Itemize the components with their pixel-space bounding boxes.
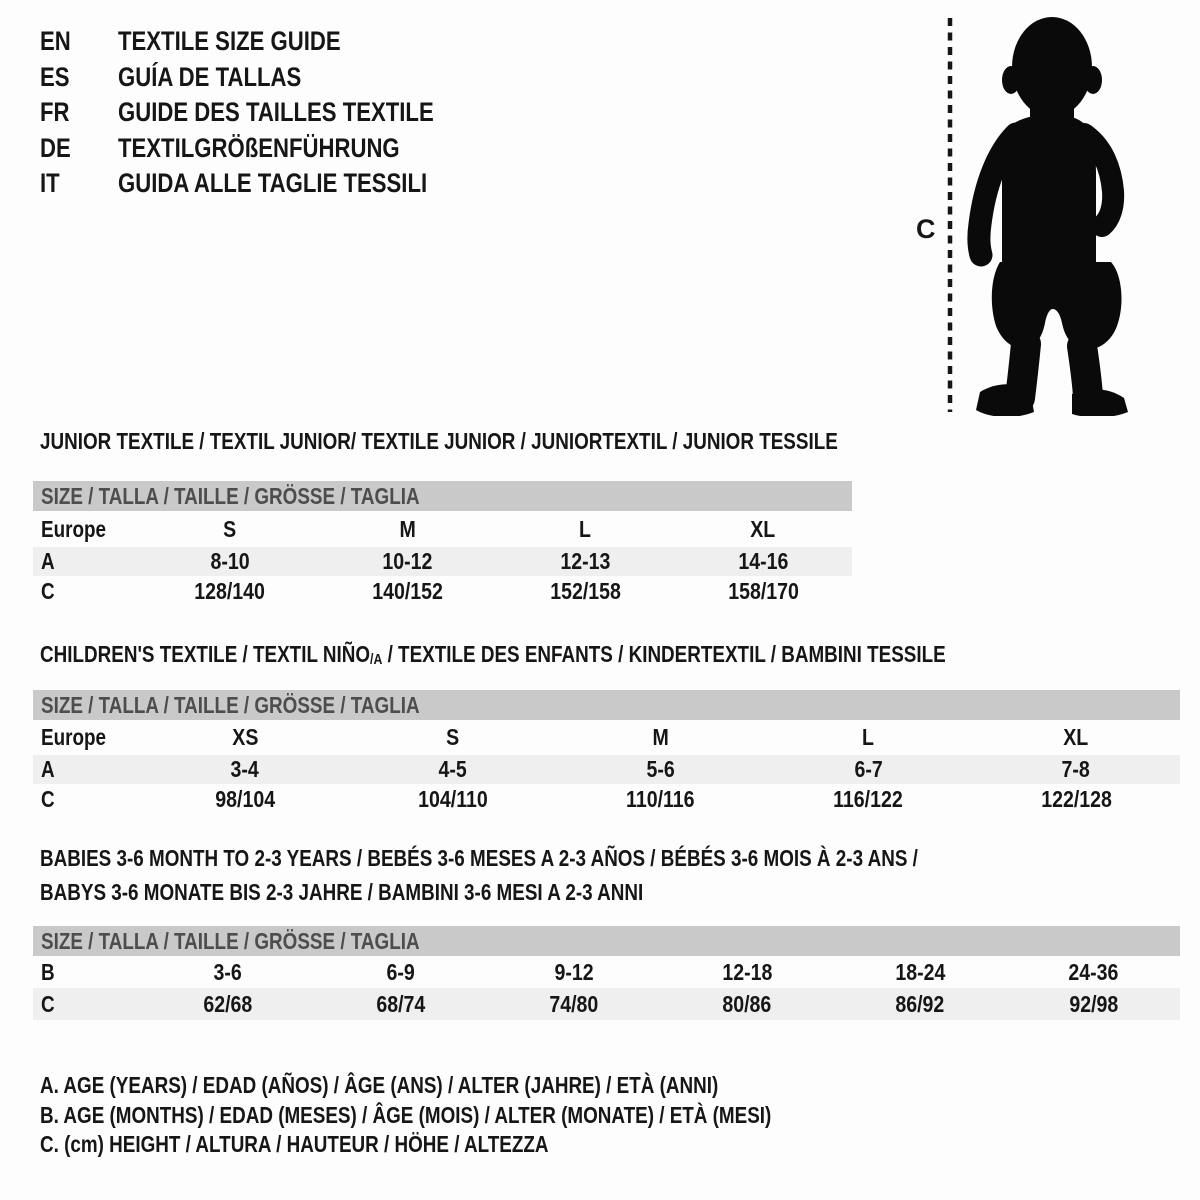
height-cell: 122/128 [1040,786,1112,812]
size-cell: XL [750,515,776,542]
table-row-height [33,576,852,607]
table-row-age [33,547,852,576]
babies-size-table [33,926,1180,1020]
size-cell: L [862,724,875,750]
height-cell: 110/116 [626,786,695,812]
toddler-silhouette [976,17,1128,416]
height-cell: 140/152 [372,578,443,604]
guide-title-it: GUIDA ALLE TAGLIE TESSILI [118,168,428,199]
height-cell: 80/86 [722,990,772,1017]
age-cell: 3-4 [230,756,260,782]
title-subscript: /A [370,651,383,668]
size-header-bar: SIZE / TALLA / TAILLE / GRÖSSE / TAGLIA [33,926,1180,956]
row-label: Europe [41,724,106,750]
age-cell: 6-9 [386,958,415,985]
language-code: DE [40,132,71,163]
language-row-en [40,24,503,60]
age-cell: 6-7 [854,756,883,782]
section-title-children: CHILDREN'S TEXTILE / TEXTIL NIÑO/A / TEXTILE DES ENFANTS / KINDERTEXTIL / BAMBINI TESSILE [40,641,946,668]
table-row-age-months [33,956,1180,988]
row-label: Europe [41,515,106,542]
height-cell: 152/158 [550,578,621,604]
height-cell: 98/104 [214,786,275,812]
height-cell: 86/92 [895,990,945,1017]
language-code: FR [40,97,70,128]
size-cell: S [223,515,237,542]
height-cell: 158/170 [727,578,799,604]
table-row-europe [33,720,1180,755]
row-label: C [41,990,55,1017]
age-cell: 7-8 [1061,756,1091,782]
legend-line-c: C. (cm) HEIGHT / ALTURA / HAUTEUR / HÖHE / ALTEZZA [40,1131,549,1158]
size-cell: M [399,515,416,542]
language-title-list [40,24,503,202]
height-cell: 116/122 [833,786,904,812]
language-row-es [40,60,503,96]
row-label: A [41,548,55,574]
height-cell: 62/68 [203,990,253,1017]
height-cell: 74/80 [549,990,599,1017]
row-label: C [41,578,55,604]
language-code: IT [40,168,60,199]
age-cell: 12-18 [722,958,773,985]
children-size-table [33,690,1180,815]
age-cell: 5-6 [646,756,675,782]
language-code: ES [40,61,70,92]
row-label: B [41,958,55,985]
table-row-height [33,988,1180,1020]
age-cell: 8-10 [210,548,250,574]
table-row-age [33,755,1180,784]
language-row-it [40,166,503,202]
height-cell: 68/74 [376,990,426,1017]
section-title-junior: JUNIOR TEXTILE / TEXTIL JUNIOR/ TEXTILE JUNIOR / JUNIORTEXTIL / JUNIOR TESSILE [40,428,838,454]
height-cell: 128/140 [194,578,266,604]
size-header-bar: SIZE / TALLA / TAILLE / GRÖSSE / TAGLIA [33,690,1180,720]
size-cell: S [446,724,460,750]
age-cell: 9-12 [554,958,594,985]
legend-line-a: A. AGE (YEARS) / EDAD (AÑOS) / ÂGE (ANS) / ALTER (JAHRE) / ETÀ (ANNI) [40,1072,719,1099]
size-cell: XL [1063,724,1089,750]
guide-title-en: TEXTILE SIZE GUIDE [118,26,341,57]
height-cell: 92/98 [1068,990,1118,1017]
section-title-babies-line2: BABYS 3-6 MONATE BIS 2-3 JAHRE / BAMBINI 3-6 MESI A 2-3 ANNI [40,879,644,905]
guide-title-fr: GUIDE DES TAILLES TEXTILE [118,97,434,128]
toddler-silhouette-figure [900,10,1160,416]
guide-title-es: GUÍA DE TALLAS [118,61,302,92]
age-cell: 14-16 [738,548,789,574]
age-cell: 12-13 [560,548,611,574]
age-cell: 3-6 [213,958,242,985]
table-row-height [33,784,1180,815]
size-cell: M [652,724,669,750]
age-cell: 4-5 [438,756,467,782]
age-cell: 18-24 [895,958,946,985]
size-cell: L [579,515,592,542]
junior-size-table [33,481,852,607]
figure-measure-label: C [916,214,936,244]
row-label: A [41,756,55,782]
size-cell: XS [231,724,258,750]
table-row-europe [33,511,852,547]
language-code: EN [40,26,71,57]
age-cell: 24-36 [1068,958,1119,985]
height-cell: 104/110 [417,786,488,812]
guide-title-de: TEXTILGRÖßENFÜHRUNG [118,132,400,163]
age-cell: 10-12 [382,548,433,574]
size-header-bar: SIZE / TALLA / TAILLE / GRÖSSE / TAGLIA [33,481,852,511]
language-row-de [40,131,503,167]
row-label: C [41,786,55,812]
legend-line-b: B. AGE (MONTHS) / EDAD (MESES) / ÂGE (MOIS) / ALTER (MONATE) / ETÀ (MESI) [40,1101,772,1128]
measure-legend [40,1071,932,1160]
section-title-babies-line1: BABIES 3-6 MONTH TO 2-3 YEARS / BEBÉS 3-6 MESES A 2-3 AÑOS / BÉBÉS 3-6 MOIS À 2-3 ANS / [40,845,918,871]
language-row-fr [40,95,503,131]
